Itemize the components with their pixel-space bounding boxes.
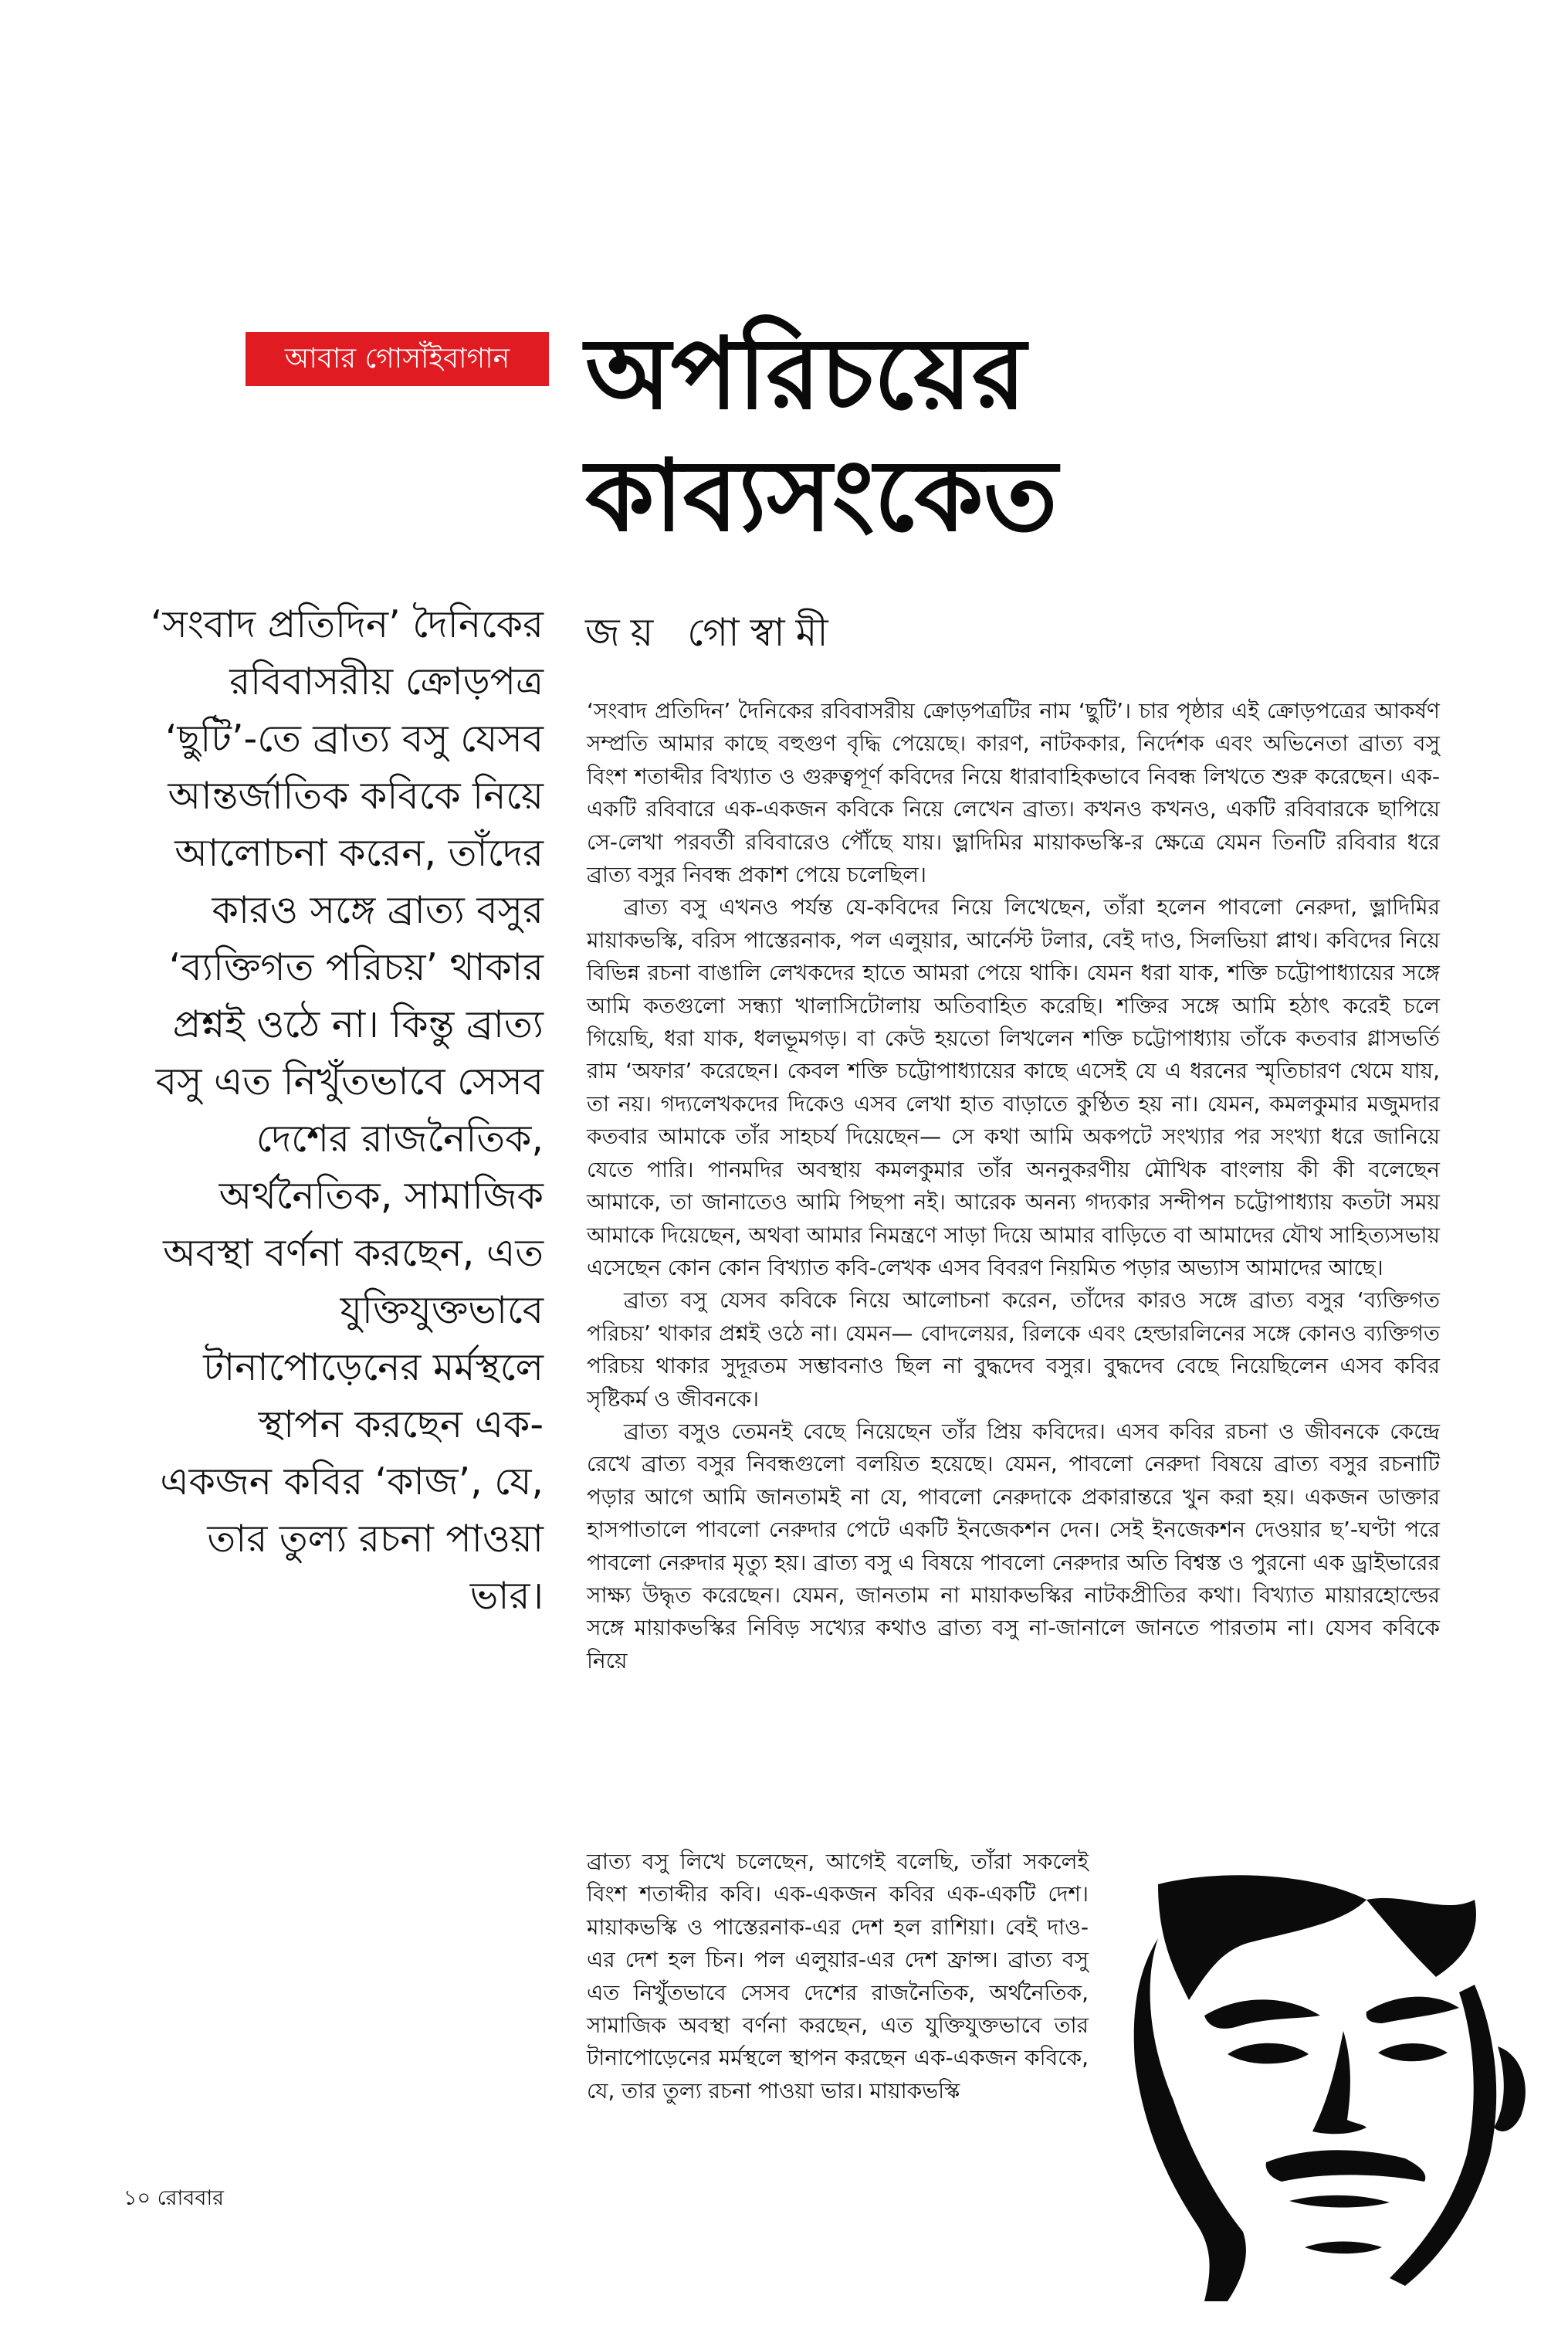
pull-quote: ‘সংবাদ প্রতিদিন’ দৈনিকের রবিবাসরীয় ক্রোড়পত্র ‘ছুটি’-তে ব্রাত্য বসু যেসব আন্তর্জাতিক কবিকে নিয়ে আলোচনা করেন, তাঁদের কারও সঙ্গে ব্রাত্য বসুর ‘ব্যক্তিগত পরিচয়’ থাকার প্রশ্নই ওঠে না। কিন্তু ব্রাত্য বসু এত নিখুঁতভাবে সেসব দেশের রাজনৈতিক, অর্থনৈতিক, সামাজিক অবস্থা বর্ণনা করছেন, এত যুক্তিযুক্তভাবে টানাপোড়েনের মর্মস্থলে স্থাপন করছেন এক-একজন কবির ‘কাজ’, যে, তার তুল্য রচনা পাওয়া ভার।: [150, 602, 544, 1618]
headline-line-2: কাব্যসংকেত: [585, 438, 1058, 554]
page-folio: ১০ রোববার: [124, 2186, 225, 2210]
poet-portrait-illustration: [1112, 1869, 1544, 2301]
article-body-continued: ব্রাত্য বসু লিখে চলেছেন, আগেই বলেছি, তাঁরা সকলেই বিংশ শতাব্দীর কবি। এক-একজন কবির এক-একটি দেশ। মায়াকভস্কি ও পাস্তেরনাক-এর দেশ হল রাশিয়া। বেই দাও-এর দেশ হল চিন। পল এলুয়ার-এর দেশ ফ্রান্স। ব্রাত্য বসু এত নিখুঁতভাবে সেসব দেশের রাজনৈতিক, অর্থনৈতিক, সামাজিক অবস্থা বর্ণনা করছেন, এত যুক্তিযুক্তভাবে তার টানাপোড়েনের মর্মস্থলে স্থাপন করছেন এক-একজন কবিকে, যে, তার তুল্য রচনা পাওয়া ভার। মায়াকভস্কি: [587, 1849, 1089, 2104]
byline: জয় গোস্বামী: [585, 610, 839, 655]
article-headline: [585, 313, 1357, 557]
article-body: [587, 695, 1440, 1677]
body-paragraph-2: ব্রাত্য বসু এখনও পর্যন্ত যে-কবিদের নিয়ে লিখেছেন, তাঁরা হলেন পাবলো নেরুদা, ভ্লাদিমির মায়াকভস্কি, বরিস পাস্তেরনাক, পল এলুয়ার, আর্নেস্ট টলার, বেই দাও, সিলভিয়া প্লাথ। কবিদের নিয়ে বিভিন্ন রচনা বাঙালি লেখকদের হাতে আমরা পেয়ে থাকি। যেমন ধরা যাক, শক্তি চট্টোপাধ্যায়ের সঙ্গে আমি কতগুলো সন্ধ্যা খালাসিটোলায় অতিবাহিত করেছি। শক্তির সঙ্গে আমি হঠাৎ করেই চলে গিয়েছি, ধরা যাক, ধলভূমগড়। বা কেউ হয়তো লিখলেন শক্তি চট্টোপাধ্যায় তাঁকে কতবার গ্লাসভর্তি রাম ‘অফার’ করেছেন। কেবল শক্তি চট্টোপাধ্যায়ের কাছে এসেই যে এ ধরনের স্মৃতিচারণ থেমে যায়, তা নয়। গদ্যলেখকদের দিকেও এসব লেখা হাত বাড়াতে কুণ্ঠিত হয় না। যেমন, কমলকুমার মজুমদার কতবার আমাকে তাঁর সাহচর্য দিয়েছেন— সে কথা আমি অকপটে সংখ্যার পর সংখ্যা ধরে জানিয়ে যেতে পারি। পানমদির অবস্থায় কমলকুমার তাঁর অননুকরণীয় মৌখিক বাংলায় কী কী বলেছেন আমাকে, তা জানাতেও আমি পিছপা নই। আরেক অনন্য গদ্যকার সন্দীপন চট্টোপাধ্যায় কতটা সময় আমাকে দিয়েছেন, অথবা আমার নিমন্ত্রণে সাড়া দিয়ে আমার বাড়িতে বা আমাদের যৌথ সাহিত্যসভায় এসেছেন কোন কোন বিখ্যাত কবি-লেখক এসব বিবরণ নিয়মিত পড়ার অভ্যাস আমাদের আছে।: [587, 894, 1440, 1280]
body-paragraph-4: ব্রাত্য বসুও তেমনই বেছে নিয়েছেন তাঁর প্রিয় কবিদের। এসব কবির রচনা ও জীবনকে কেন্দ্রে রেখে ব্রাত্য বসুর নিবন্ধগুলো বলয়িত হয়েছে। যেমন, পাবলো নেরুদা বিষয়ে ব্রাত্য বসুর রচনাটি পড়ার আগে আমি জানতামই না যে, পাবলো নেরুদাকে প্রকারান্তরে খুন করা হয়। একজন ডাক্তার হাসপাতালে পাবলো নেরুদার পেটে একটি ইনজেকশন দেন। সেই ইনজেকশন দেওয়ার ছ’-ঘণ্টা পরে পাবলো নেরুদার মৃত্যু হয়। ব্রাত্য বসু এ বিষয়ে পাবলো নেরুদার অতি বিশ্বস্ত ও পুরনো এক ড্রাইভারের সাক্ষ্য উদ্ধৃত করেছেন। যেমন, জানতাম না মায়াকভস্কির নাটকপ্রীতির কথা। বিখ্যাত মায়ারহোল্ডের সঙ্গে মায়াকভস্কির নিবিড় সখ্যের কথাও ব্রাত্য বসু না-জানালে জানতে পারতাম না। যেসব কবিকে নিয়ে: [587, 1418, 1440, 1673]
headline-line-1: অপরিচয়ের: [585, 316, 1027, 432]
section-label: আবার গোসাঁইবাগান: [246, 332, 549, 386]
body-paragraph-1: ‘সংবাদ প্রতিদিন’ দৈনিকের রবিবাসরীয় ক্রোড়পত্রটির নাম ‘ছুটি’। চার পৃষ্ঠার এই ক্রোড়পত্রের আকর্ষণ সম্প্রতি আমার কাছে বহুগুণ বৃদ্ধি পেয়েছে। কারণ, নাটককার, নির্দেশক এবং অভিনেতা ব্রাত্য বসু বিংশ শতাব্দীর বিখ্যাত ও গুরুত্বপূর্ণ কবিদের নিয়ে ধারাবাহিকভাবে নিবন্ধ লিখতে শুরু করেছেন। এক-একটি রবিবারে এক-একজন কবিকে নিয়ে লেখেন ব্রাত্য। কখনও কখনও, একটি রবিবারকে ছাপিয়ে সে-লেখা পরবর্তী রবিবারেও পৌঁছে যায়। ভ্লাদিমির মায়াকভস্কি-র ক্ষেত্রে যেমন তিনটি রবিবার ধরে ব্রাত্য বসুর নিবন্ধ প্রকাশ পেয়ে চলেছিল।: [587, 698, 1440, 888]
body-paragraph-3: ব্রাত্য বসু যেসব কবিকে নিয়ে আলোচনা করেন, তাঁদের কারও সঙ্গে ব্রাত্য বসুর ‘ব্যক্তিগত পরিচয়’ থাকার প্রশ্নই ওঠে না। যেমন— বোদলেয়র, রিলকে এবং হেল্ডারলিনের সঙ্গে কোনও ব্যক্তিগত পরিচয় থাকার সুদূরতম সম্ভাবনাও ছিল না বুদ্ধদেব বসুর। বুদ্ধদেব বেছে নিয়েছিলেন এসব কবির সৃষ্টিকর্ম ও জীবনকে।: [587, 1287, 1440, 1412]
